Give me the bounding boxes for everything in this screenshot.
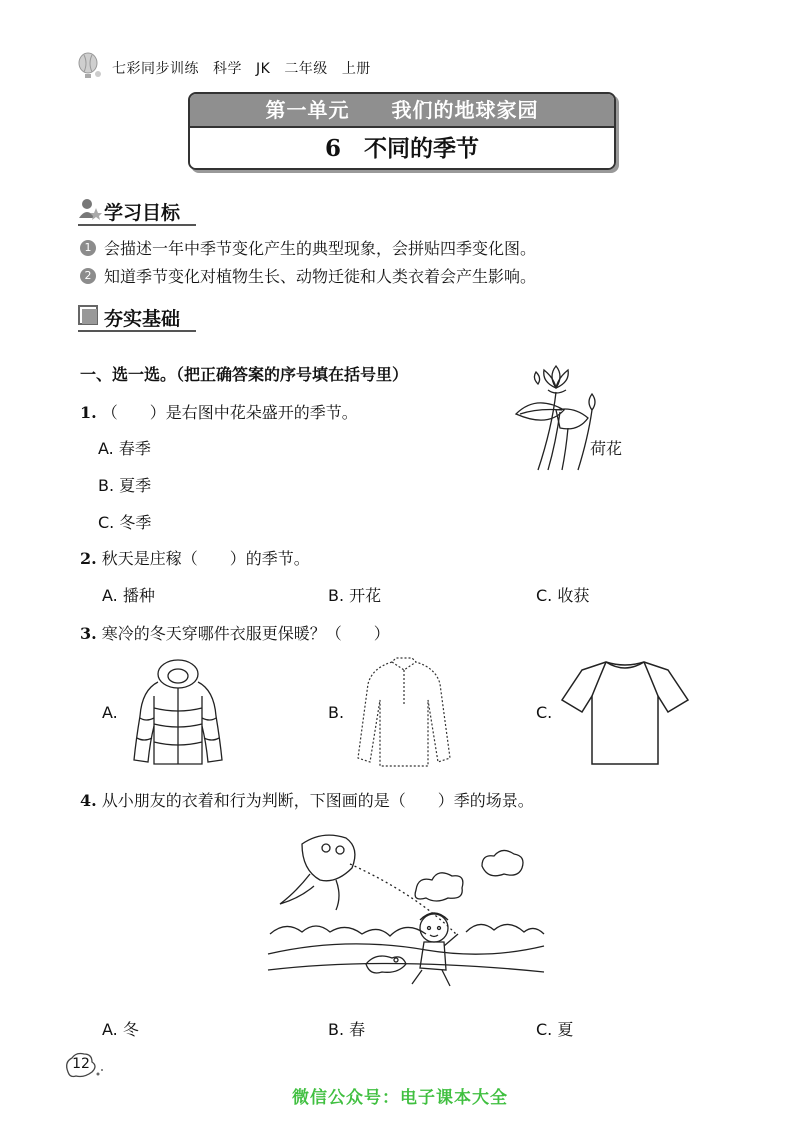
objective-text: 知道季节变化对植物生长、动物迁徙和人类衣着会产生影响。 xyxy=(104,267,537,286)
header-subject: 科学 xyxy=(213,61,242,77)
objective-text: 会描述一年中季节变化产生的典型现象，会拼贴四季变化图。 xyxy=(104,239,537,258)
q3-option-a[interactable]: A. xyxy=(102,703,118,722)
objectives-heading: 学习目标 xyxy=(104,202,181,224)
q4-option-c[interactable]: C. 夏 xyxy=(536,1020,574,1039)
q3-option-c[interactable]: C. xyxy=(536,703,553,722)
q1-option-c[interactable]: C. 冬季 xyxy=(98,513,152,532)
question-text: 寒冷的冬天穿哪件衣服更保暖？（ ） xyxy=(101,624,390,643)
q2-option-b[interactable]: B. 开花 xyxy=(328,586,382,605)
down-jacket-illustration xyxy=(128,656,228,772)
footer-watermark: 微信公众号：电子课本大全 xyxy=(292,1088,508,1108)
person-icon xyxy=(78,198,102,224)
header-series: 七彩同步训练 xyxy=(112,61,199,77)
header-volume: 上册 xyxy=(341,61,371,77)
kite-scene-illustration xyxy=(266,824,546,998)
objective-number: 1 xyxy=(80,240,96,256)
basics-heading: 夯实基础 xyxy=(104,308,181,330)
q3-option-b[interactable]: B. xyxy=(328,703,345,722)
lesson-title-box xyxy=(188,92,616,170)
objective-item xyxy=(80,264,536,287)
q1-option-a[interactable]: A. 春季 xyxy=(98,439,151,458)
q2-option-a[interactable]: A. 播种 xyxy=(102,586,155,605)
q2-option-c[interactable]: C. 收获 xyxy=(536,586,590,605)
question-number: 3. xyxy=(80,624,97,643)
question-2 xyxy=(80,546,310,569)
running-header xyxy=(112,58,385,78)
question-number: 1. xyxy=(80,403,97,422)
q4-option-b[interactable]: B. 春 xyxy=(328,1020,366,1039)
question-text: 秋天是庄稼（ ）的季节。 xyxy=(101,549,310,568)
header-edition: JK xyxy=(256,61,271,77)
lesson-title: 6 不同的季节 xyxy=(190,126,614,170)
q1-option-b[interactable]: B. 夏季 xyxy=(98,476,152,495)
lotus-illustration xyxy=(508,358,608,478)
question-text: 从小朋友的衣着和行为判断，下图画的是（ ）季的场景。 xyxy=(101,791,534,810)
lotus-label: 荷花 xyxy=(590,439,623,458)
question-number: 4. xyxy=(80,791,97,810)
long-sleeve-shirt-illustration xyxy=(352,654,456,774)
question-text: （ ）是右图中花朵盛开的季节。 xyxy=(101,403,358,422)
objective-item xyxy=(80,236,536,259)
question-3 xyxy=(80,621,390,644)
part1-heading: 一、选一选。（把正确答案的序号填在括号里） xyxy=(80,365,409,384)
basics-underline xyxy=(78,330,196,332)
question-1 xyxy=(80,400,358,423)
q4-option-a[interactable]: A. 冬 xyxy=(102,1020,139,1039)
header-grade: 二年级 xyxy=(284,61,328,77)
t-shirt-illustration xyxy=(560,656,690,772)
question-4 xyxy=(80,788,534,811)
book-icon xyxy=(78,304,100,330)
balloon-logo-icon xyxy=(76,52,104,84)
objective-number: 2 xyxy=(80,268,96,284)
objectives-underline xyxy=(78,224,196,226)
unit-title: 第一单元 我们的地球家园 xyxy=(190,94,614,126)
question-number: 2. xyxy=(80,549,97,568)
page-number: 12 xyxy=(72,1056,90,1072)
